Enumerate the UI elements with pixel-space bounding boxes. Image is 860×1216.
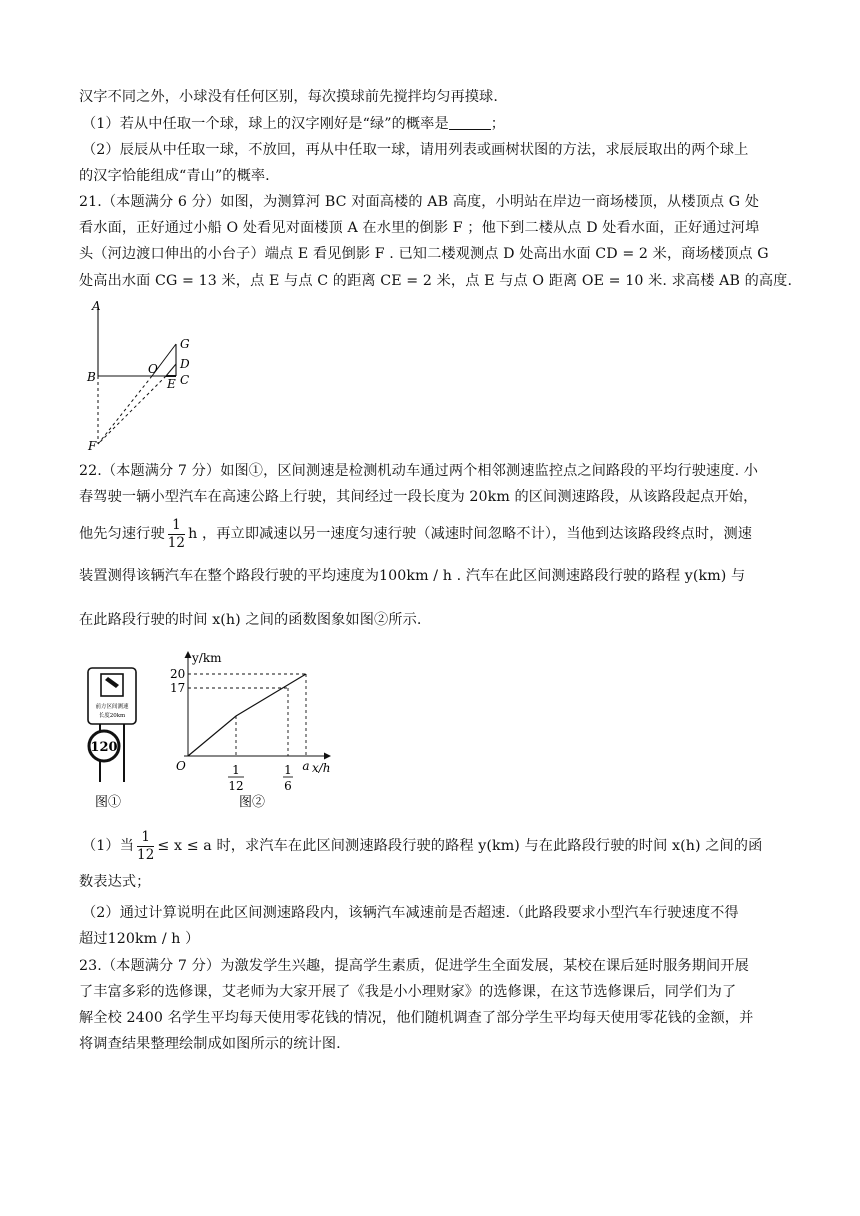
speed-limit-value: 120 [90, 740, 118, 755]
question-23-heading: 23.（本题满分 7 分）为激发学生兴趣，提高学生素质，促进学生全面发展，某校在课后延时服务期间开展 [79, 958, 749, 974]
speed-sign-figure [86, 666, 146, 816]
answer-blank [449, 116, 491, 130]
text-line: 了丰富多彩的选修课，艾老师为大家开展了《我是小小理财家》的选修课，在这节选修课后，同学们为了 [79, 984, 737, 1000]
text-line: 的汉字恰能组成“青山”的概率. [79, 168, 270, 184]
fraction-numerator: 1 [168, 517, 185, 535]
y-tick-17: 17 [170, 681, 186, 695]
sight-line-of [98, 376, 152, 444]
text-line: 处高出水面 CG = 13 米，点 E 与点 C 的距离 CE = 2 米，点 E 与点 O 距离 OE = 10 米. 求高楼 AB 的高度. [79, 273, 793, 289]
text-line: 头（河边渡口伸出的小台子）端点 E 看见倒影 F . 已知二楼观测点 D 处高出水面 CD = 2 米，商场楼顶点 G [79, 246, 769, 262]
text-line: 超过120km / h ） [79, 931, 200, 947]
question-21-figure [82, 296, 202, 456]
text-line: 数表达式； [79, 874, 151, 890]
question-22-heading: 22.（本题满分 7 分）如图①，区间测速是检测机动车通过两个相邻测速监控点之间路段的平均行驶速度. 小 [79, 463, 759, 479]
figure-1-caption: 图① [94, 795, 122, 810]
point-label-f: F [88, 439, 97, 453]
fraction-denominator: 12 [167, 534, 186, 551]
x-tick-1-6-numerator: 1 [284, 763, 292, 777]
sign-text-line1: 前方区间测速 [95, 704, 129, 710]
text-span: （1）若从中任取一个球，球上的汉字刚好是“绿”的概率是 [82, 116, 449, 132]
x-tick-1-6-denominator: 6 [284, 779, 292, 793]
point-label-g: G [180, 337, 190, 351]
x-tick-1-12-numerator: 1 [232, 763, 240, 777]
text-line-with-fraction [79, 514, 783, 554]
point-label-b: B [87, 370, 96, 384]
distance-time-graph [164, 646, 354, 816]
y-tick-20: 20 [170, 667, 186, 681]
point-label-e: E [167, 377, 176, 391]
question-22-part-1 [82, 826, 786, 866]
y-axis-label: y/km [192, 651, 222, 665]
question-22-part-2: （2）通过计算说明在此区间测速路段内，该辆汽车减速前是否超速.（此路段要求小型汽车行驶速度不得 [82, 905, 739, 921]
text-span: ； [490, 116, 506, 132]
text-span: （1）当 [82, 838, 134, 854]
point-label-d: D [180, 357, 190, 371]
fraction-1-12 [137, 829, 154, 864]
x-axis-label: x/h [312, 761, 331, 775]
text-span: 他先匀速行驶 [79, 526, 165, 542]
x-tick-a: a [302, 759, 310, 773]
text-line: 在此路段行驶的时间 x(h) 之间的函数图象如图②所示. [79, 612, 422, 628]
point-label-a: A [92, 299, 101, 313]
point-label-c: C [180, 373, 190, 387]
text-line: 解全校 2400 名学生平均每天使用零花钱的情况，他们随机调查了部分学生平均每天使用零花钱的金额，并 [79, 1010, 754, 1026]
text-line: 将调查结果整理绘制成如图所示的统计图. [79, 1036, 341, 1052]
text-line: 装置测得该辆汽车在整个路段行驶的平均速度为100km / h . 汽车在此区间测速路段行驶的路程 y(km) 与 [79, 568, 746, 584]
fraction-1-12 [168, 517, 185, 552]
fraction-numerator: 1 [137, 829, 154, 847]
sign-text-line2: 长度20km [98, 713, 126, 719]
figure-2-caption: 图② [238, 795, 266, 810]
fraction-denominator: 12 [137, 846, 155, 863]
text-span: h ，再立即减速以另一速度匀速行驶（减速时间忽略不计），当他到达该路段终点时，测速 [188, 526, 753, 542]
point-label-o: O [148, 362, 158, 376]
sight-line-ef [98, 376, 166, 444]
x-tick-1-12-denominator: 12 [228, 779, 244, 793]
question-20-part-2: （2）辰辰从中任取一球，不放回，再从中任取一球，请用列表或画树状图的方法，求辰辰取出的两个球上 [82, 142, 749, 158]
text-line: 汉字不同之外，小球没有任何区别，每次摸球前先搅拌均匀再摸球. [79, 89, 498, 105]
question-20-part-1 [82, 114, 786, 134]
question-21-heading: 21.（本题满分 6 分）如图，为测算河 BC 对面高楼的 AB 高度，小明站在岸边一商场楼顶，从楼顶点 G 处 [79, 194, 760, 210]
text-span: ≤ x ≤ a 时，求汽车在此区间测速路段行驶的路程 y(km) 与在此路段行驶的时间 x(h) 之间的函 [157, 838, 763, 854]
origin-label: O [176, 759, 186, 773]
text-line: 春驾驶一辆小型汽车在高速公路上行驶，其间经过一段长度为 20km 的区间测速路段，从该路段起点开始， [79, 489, 758, 505]
sight-line-de [166, 364, 176, 376]
text-line: 看水面，正好通过小船 O 处看见对面楼顶 A 在水里的倒影 F ；他下到二楼从点 D 处看水面，正好通过河埠 [79, 220, 760, 236]
